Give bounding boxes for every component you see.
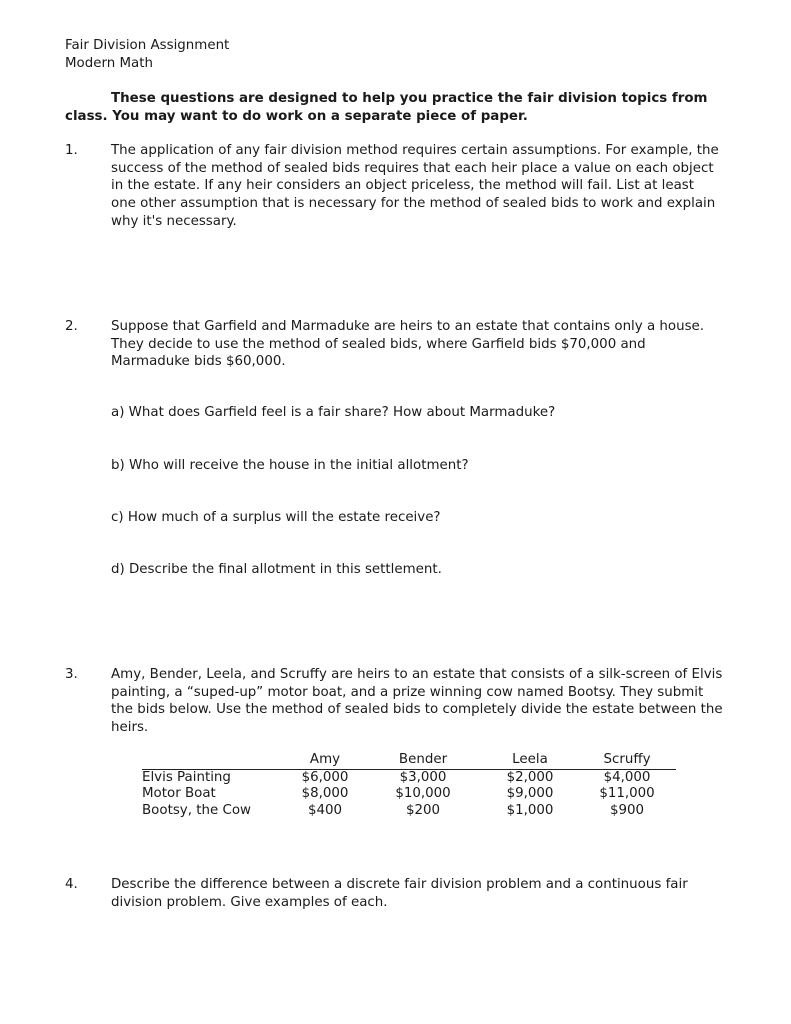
question-text: Describe the difference between a discrete fair division problem and a continuous fair division problem. Give examples of each. <box>111 877 688 910</box>
instructions <box>65 90 725 125</box>
row-label: Bootsy, the Cow <box>142 802 251 818</box>
table-header-row <box>142 752 676 769</box>
column-header: Bender <box>364 752 482 769</box>
question-number: 3. <box>65 667 78 682</box>
question-number: 2. <box>65 319 78 334</box>
question-text: Suppose that Garfield and Marmaduke are heirs to an estate that contains only a house. They decide to use the method of sealed bids, where Garfield bids $70,000 and Marmaduke bids $60,000. <box>111 319 705 370</box>
question-part-d: d) Describe the final allotment in this settlement. <box>111 562 442 577</box>
table-cell: $1,000 <box>506 802 554 818</box>
row-label: Elvis Painting <box>142 769 231 785</box>
row-label: Motor Boat <box>142 786 216 801</box>
table-cell: $900 <box>609 802 645 818</box>
question-part-c: c) How much of a surplus will the estate receive? <box>111 510 441 525</box>
question-part-a: a) What does Garfield feel is a fair share? How about Marmaduke? <box>111 405 556 420</box>
table-cell: $6,000 <box>301 769 349 785</box>
table-cell: $11,000 <box>599 786 655 801</box>
question-part-b: b) Who will receive the house in the initial allotment? <box>111 458 469 473</box>
column-header: Scruffy <box>578 752 676 769</box>
bids-table <box>142 752 676 819</box>
column-header: Leela <box>482 752 578 769</box>
table-cell: $4,000 <box>603 769 651 785</box>
column-header <box>142 752 286 769</box>
question-number: 4. <box>65 877 78 892</box>
column-header: Amy <box>286 752 364 769</box>
question-text: Amy, Bender, Leela, and Scruffy are heirs to an estate that consists of a silk-screen of Elvis painting, a “suped-up” motor boat, and a prize winning cow named Bootsy. They submit the bids below. Use the method of sealed bids to completely divide the estate between the heirs. <box>111 667 723 736</box>
table-row <box>142 803 676 820</box>
instructions-text: These questions are designed to help you practice the fair division topics from class. You may want to do work on a separate piece of paper. <box>65 91 708 124</box>
table-cell: $8,000 <box>301 786 349 801</box>
table-cell: $3,000 <box>399 769 447 785</box>
document-title: Fair Division Assignment <box>65 38 230 53</box>
table-cell: $9,000 <box>506 786 554 801</box>
table-row <box>142 769 676 786</box>
table-cell: $10,000 <box>395 786 451 801</box>
table-cell: $200 <box>405 802 441 818</box>
question-text: The application of any fair division method requires certain assumptions. For example, the success of the method of sealed bids requires that each heir place a value on each object in the estate. If any heir considers an object priceless, the method will fail. List at least one other assumption that is necessary for the method of sealed bids to work and explain why it's necessary. <box>111 143 719 229</box>
course-name: Modern Math <box>65 56 153 71</box>
table-cell: $2,000 <box>506 769 554 785</box>
question-number: 1. <box>65 143 78 158</box>
table-row <box>142 786 676 803</box>
table-cell: $400 <box>307 802 343 818</box>
